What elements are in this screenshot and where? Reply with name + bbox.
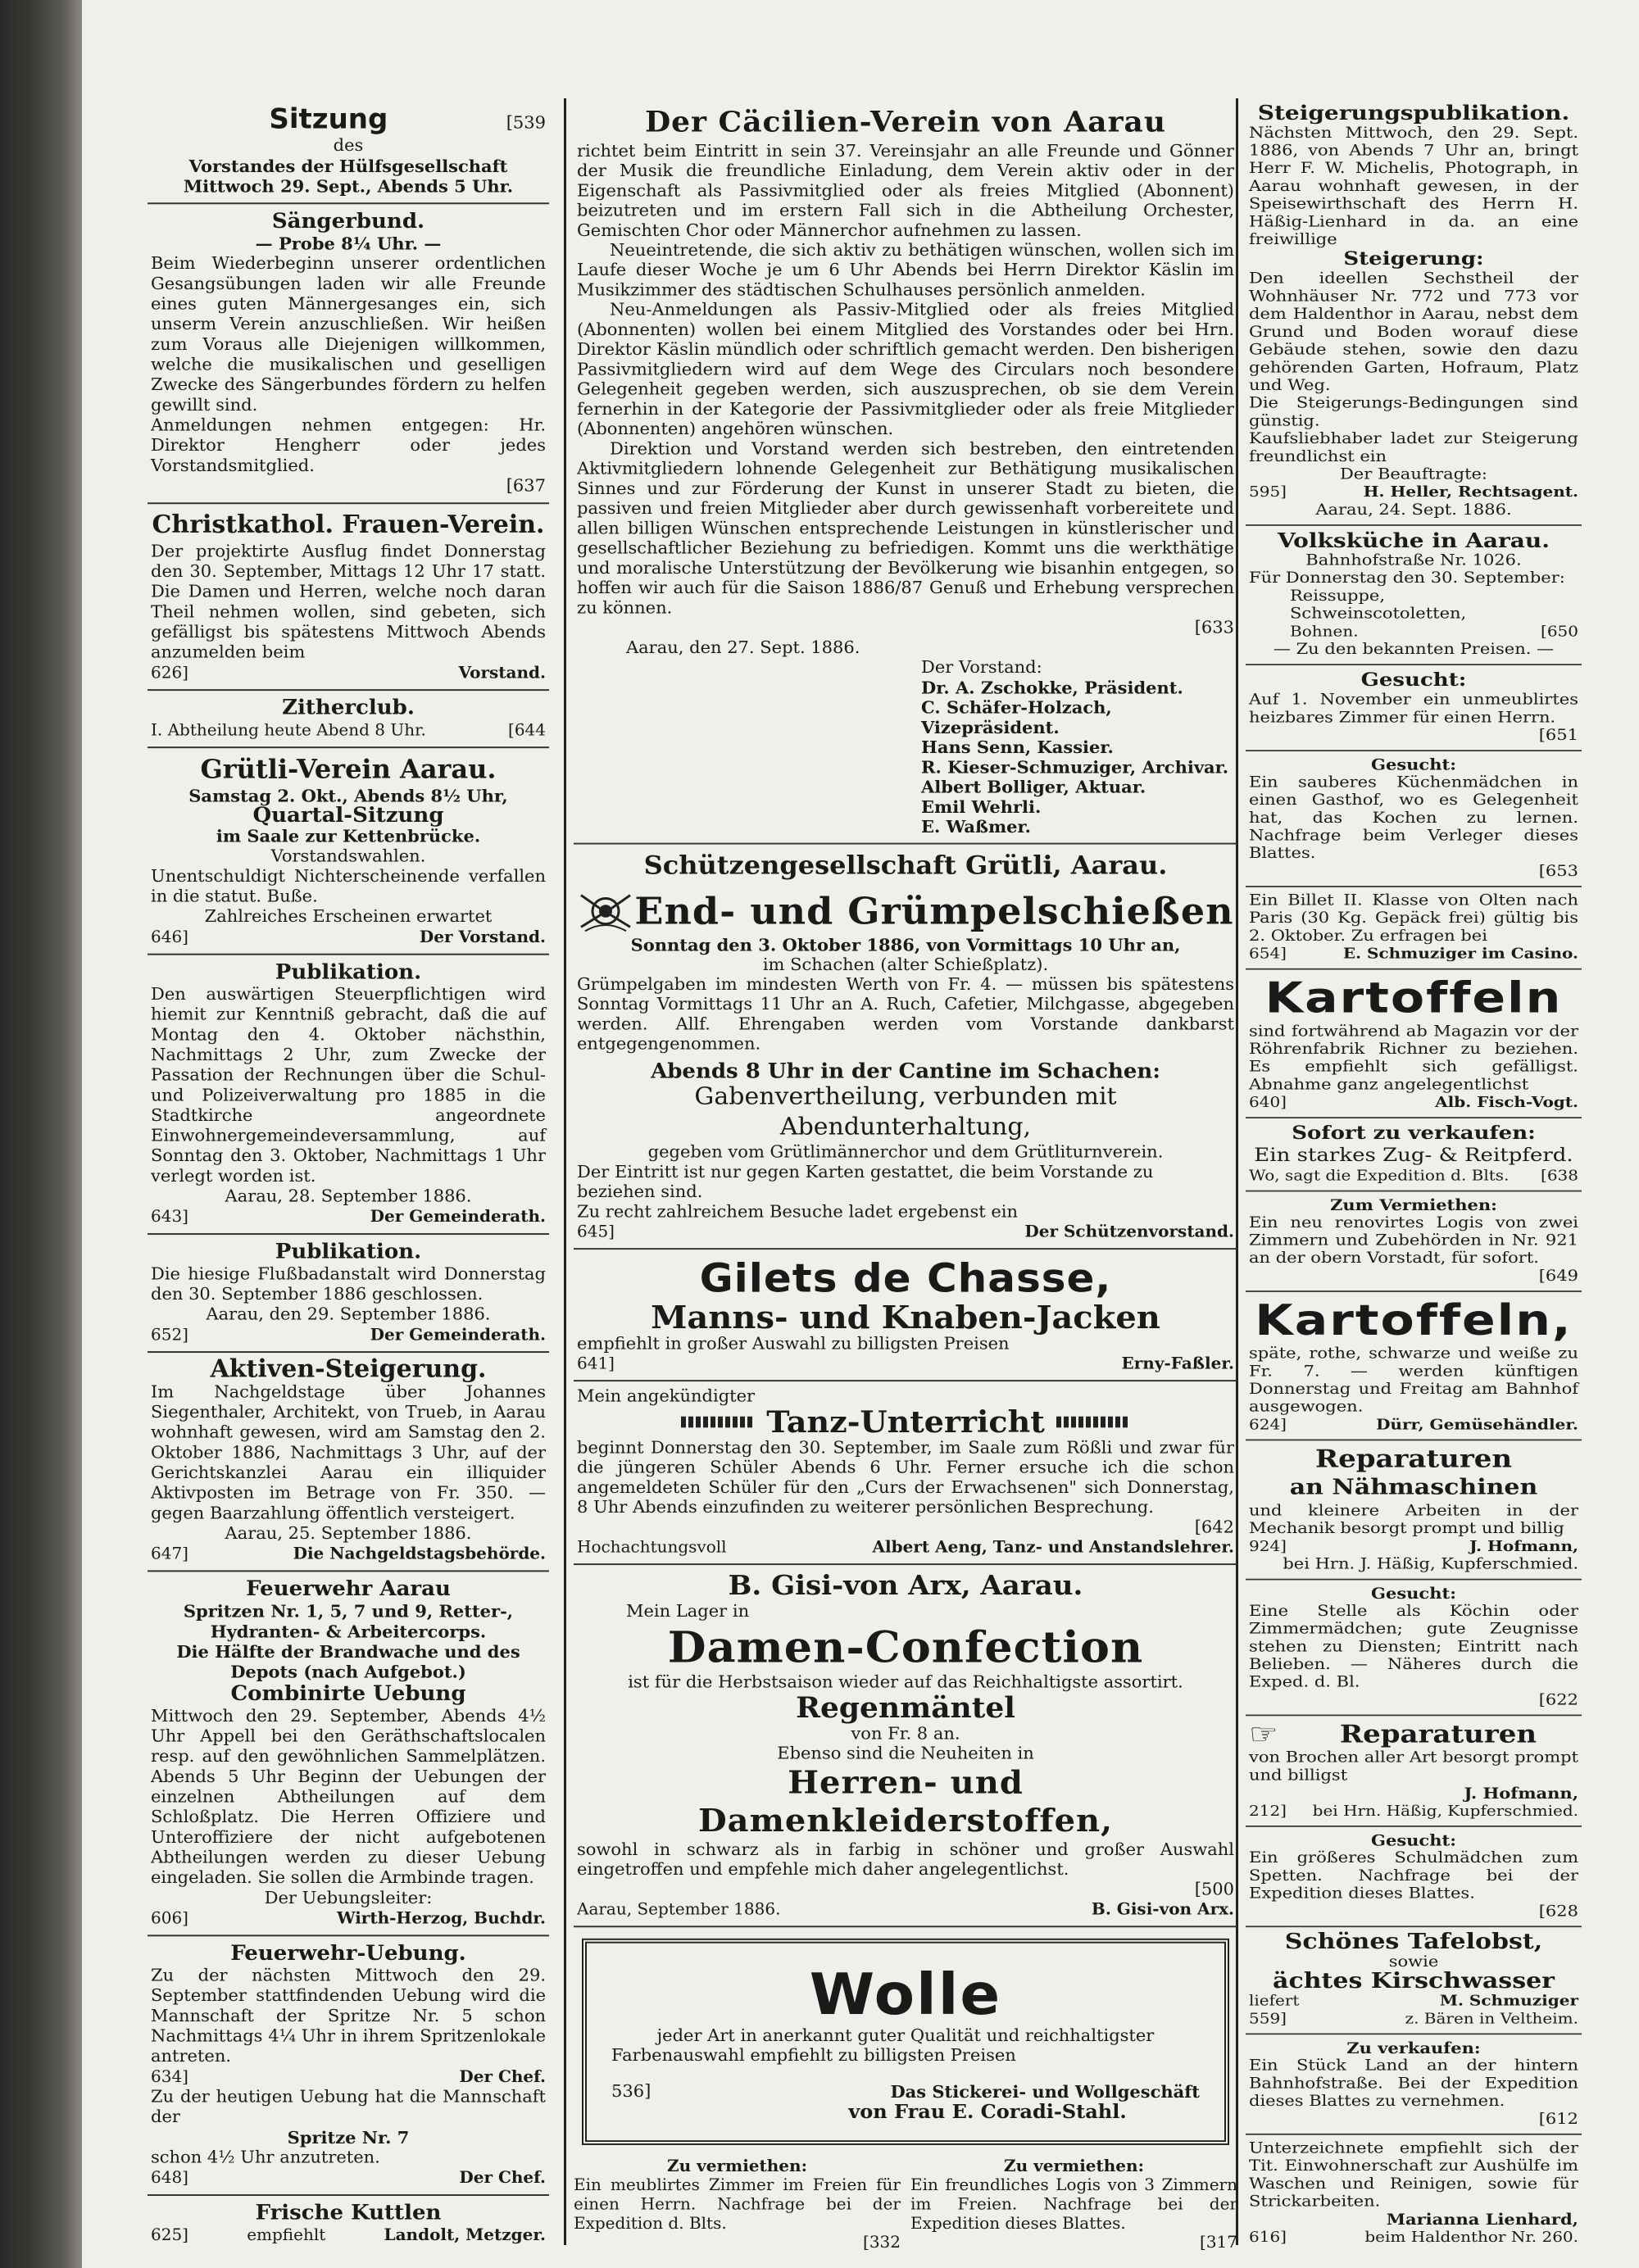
ad-body: Zu der nächsten Mittwoch den 29. September stattfindenden Uebung wird die Mannschaft der Spritze Nr. 5 schon Nachmittags 4¼ Uhr in ihrem Spritzenlokale antreten.: [151, 1965, 546, 2066]
ad-kuttlen: [148, 2196, 549, 2252]
ad-title: Feuerwehr-Uebung.: [230, 1941, 466, 1966]
ad-signature: Erny-Faßler.: [1121, 1354, 1234, 1373]
text-line: Hochachtungsvoll: [577, 1537, 727, 1557]
ad-ref: 924]: [1249, 1537, 1287, 1555]
ad-ref: [332: [863, 2232, 901, 2252]
ad-signature: J. Hofmann,: [1469, 1537, 1578, 1555]
ad-body: sowohl in schwarz als in farbig in schöner und großer Auswahl eingetroffen und empfehle mich daher angelegentlichst.: [577, 1839, 1234, 1880]
ad-ref: 646]: [151, 927, 188, 946]
text-line: Samstag 2. Okt., Abends 8½ Uhr,: [188, 785, 508, 806]
ad-title: Gilets de Chasse,: [699, 1254, 1112, 1302]
ad-vermiethen-1: [574, 2157, 901, 2252]
member-name: Hans Senn, Kassier.: [921, 737, 1114, 757]
ad-title: Gesucht:: [1371, 755, 1456, 773]
ad-wolle: [574, 1939, 1237, 2145]
text-line: — Zu den bekannten Preisen. —: [1273, 640, 1555, 658]
ad-ref: 559]: [1249, 2009, 1287, 2027]
ad-gesucht-2: [1246, 751, 1582, 887]
ad-schuetzengesellschaft: [574, 845, 1237, 1250]
ad-kartoffeln-2: [1246, 1292, 1582, 1440]
text-line: liefert: [1249, 1992, 1300, 2009]
ad-signature: E. Schmuziger im Casino.: [1342, 945, 1578, 962]
ad-sitzung: [148, 98, 549, 204]
ad-ref: 640]: [1249, 1093, 1287, 1111]
text-line: Für Donnerstag den 30. September:: [1249, 569, 1565, 587]
text-line: bei Hrn. Häßig, Kupferschmied.: [1312, 1802, 1578, 1820]
ad-title: Steigerungspublikation.: [1257, 101, 1570, 125]
text-line: Bahnhofstraße Nr. 1026.: [1305, 551, 1522, 569]
text-line: Gabenvertheilung, verbunden mit Abendunterhaltung,: [694, 1082, 1117, 1141]
ad-ref: [628: [1538, 1902, 1578, 1920]
text-line: Spritzen Nr. 1, 5, 7 und 9, Retter-, Hydranten- & Arbeitercorps.: [183, 1600, 514, 1642]
text-line: von Fr. 8 an.: [851, 1724, 960, 1744]
ad-feuerwehr-uebung: [148, 1936, 549, 2196]
ad-tanz-unterricht: [574, 1381, 1237, 1565]
ad-ref: [638: [1541, 1167, 1578, 1184]
decor-bar: [681, 1417, 755, 1428]
text-line: Die Hälfte der Brandwache und des Depots (nach Aufgebot.): [176, 1641, 520, 1682]
text-line: beim Haldenthor Nr. 260.: [1364, 2228, 1578, 2246]
text-line: Mein Lager in: [626, 1601, 750, 1621]
column-middle: [574, 98, 1237, 2252]
ad-title: B. Gisi-von Arx, Aarau.: [728, 1569, 1083, 1602]
ad-body: Eine Stelle als Köchin oder Zimmermädchen; gute Zeugnisse stehen zu Diensten; Eintritt nach Belieben. — Näheres durch die Exped. d. Bl.: [1249, 1602, 1578, 1691]
text-line: Spritze Nr. 7: [287, 2127, 410, 2148]
text-line: Das Stickerei- und Wollgeschäft: [890, 2081, 1200, 2102]
ad-subtitle: an Nähmaschinen: [1289, 1474, 1538, 1500]
text-line: ist für die Herbstsaison wieder auf das Reichhaltigste assortirt.: [628, 1672, 1183, 1692]
ad-body: Ein größeres Schulmädchen zum Spetten. Nachfrage bei der Expedition dieses Blattes.: [1249, 1848, 1578, 1902]
column-right: [1246, 98, 1582, 2252]
text-line: sowie: [1388, 1953, 1439, 1971]
ad-title: Gesucht:: [1371, 1830, 1456, 1849]
ad-ref: 616]: [1249, 2228, 1287, 2246]
ad-title: Zu vermiethen:: [667, 2156, 807, 2175]
ad-signature: B. Gisi-von Arx.: [1091, 1899, 1234, 1919]
ad-body: Den auswärtigen Steuerpflichtigen wird hiemit zur Kenntniß gebracht, daß die auf Montag den 4. Oktober nächsthin, Nachmittags 2 Uhr, zum Zwecke der Passation der Rechnungen über die Schul- und Polizeiverwaltung pro 1885 in die Stadtkirche angeordnete Einwohnergemeindeversammlung, auf Sonntag den 3. Oktober, Nachmittags 1 Uhr verlegt worden ist.: [151, 984, 546, 1186]
ad-body: Nächsten Mittwoch, den 29. Sept. 1886, von Abends 7 Uhr an, bringt Herr F. W. Michelis, Photograph, in Aarau wohnhaft gewesen, in der Speisewirthschaft des Herrn H. Häßig-Lienhard in da. an eine freiwillige: [1249, 124, 1578, 248]
target-trophy-icon: [577, 887, 634, 935]
ad-body: Mittwoch den 29. September, Abends 4½ Uhr Appell bei den Geräthschaftslocalen resp. auf den gewöhnlichen Sammelplätzen. Abends 5 Uhr Beginn der Uebungen der einzelnen Abtheilungen auf dem Schloßplatz. Die Herren Offiziere und Unteroffiziere der nicht aufgebotenen Abtheilungen werden zu dieser Uebung eingeladen. Sie sollen die Armbinde tragen.: [151, 1706, 546, 1888]
member-name: C. Schäfer-Holzach, Vizepräsident.: [921, 697, 1112, 737]
ad-title: Gesucht:: [1360, 669, 1467, 692]
ad-subtitle: ächtes Kirschwasser: [1273, 1968, 1555, 1994]
text-line: Sonntag den 3. Oktober 1886, von Vormittags 10 Uhr an,: [630, 935, 1181, 955]
ad-body: sind fortwährend ab Magazin vor der Röhrenfabrik Richner zu beziehen. Es empfiehlt sich gefälligst. Abnahme ganz angelegentlichst: [1249, 1022, 1578, 1093]
text-line: Abends 8 Uhr in der Cantine im Schachen:: [651, 1059, 1160, 1084]
ad-body: Neueintretende, die sich aktiv zu bethätigen wünschen, wollen sich im Laufe dieser Woche je um 6 Uhr Abends bei Herrn Direktor Käslin im Musikzimmer des städtischen Schulhauses persönlich anmelden.: [577, 240, 1234, 300]
ad-reparaturen-naehmaschinen: [1246, 1440, 1582, 1580]
ad-subtitle: Damen-Confection: [667, 1621, 1144, 1672]
ad-body: Der projektirte Ausflug findet Donnerstag den 30. September, Mittags 12 Uhr 17 statt. Die Damen und Herren, welche noch daran Theil nehmen wollen, sind gebeten, sich gefälligst bis spätestens Mittwoch Abends anzumelden beim: [151, 541, 546, 662]
ad-lienhard: [1246, 2135, 1582, 2252]
ad-title: Christkathol. Frauen-Verein.: [152, 510, 545, 539]
ad-subtitle: Regenmäntel: [796, 1691, 1015, 1725]
ad-ref: [317: [1200, 2232, 1237, 2252]
ad-signature: Der Vorstand.: [419, 927, 546, 946]
text-line: Farbenauswahl empfiehlt zu billigsten Preisen: [611, 2045, 1016, 2066]
ad-title: Reparaturen: [1314, 1445, 1513, 1474]
ad-body: Beim Wiederbeginn unserer ordentlichen Gesangsübungen laden wir alle Freunde eines guten Männergesanges ein, sich unserm Verein anzuschließen. Wir heißen zum Voraus alle Diejenigen willkommen, welche die musikalischen und geselligen Zwecke des Sängerbundes fördern zu helfen gewillt sind.: [151, 253, 546, 415]
ad-signature: Der Chef.: [459, 2066, 546, 2086]
ad-body: Unterzeichnete empfiehlt sich der Tit. Einwohnerschaft zur Aushülfe im Waschen und Reinigen, sowie für Strickarbeiten.: [1249, 2139, 1578, 2210]
ad-ref: 645]: [577, 1222, 615, 1241]
ad-tafelobst: [1246, 1927, 1582, 2034]
text-line: jeder Art in anerkannt guter Qualität und reichhaltigster: [656, 2025, 1155, 2045]
ad-body: Unentschuldigt Nichterscheinende verfallen in die statut. Buße.: [151, 866, 546, 906]
ad-title: Sofort zu verkaufen:: [1292, 1123, 1536, 1145]
text-line: Vorstandes der Hülfsgesellschaft: [188, 156, 508, 176]
ad-signature: J. Hofmann,: [1464, 1784, 1578, 1803]
text-line: Der Vorstand:: [921, 657, 1042, 677]
decor-bar: [1056, 1417, 1130, 1428]
ad-signature: Der Gemeinderath.: [370, 1324, 546, 1345]
ad-title: Grütli-Verein Aarau.: [200, 754, 497, 785]
ad-signature: H. Heller, Rechtsagent.: [1363, 483, 1578, 501]
ad-signature: Wirth-Herzog, Buchdr.: [337, 1907, 546, 1928]
ad-body: Ein Stück Land an der hintern Bahnhofstraße. Bei der Expedition dieses Blattes zu vernehmen.: [1249, 2057, 1578, 2110]
ad-caecilien-verein: [574, 98, 1237, 845]
ad-signature: M. Schmuziger: [1439, 1992, 1578, 2009]
ad-date: Aarau, September 1886.: [577, 1899, 781, 1919]
ad-signature: Landolt, Metzger.: [384, 2225, 546, 2245]
ad-title: Zum Vermiethen:: [1330, 1195, 1497, 1214]
ad-ref: 595]: [1249, 483, 1287, 501]
ad-subtitle: Steigerung:: [1343, 248, 1484, 270]
ad-title: Kartoffeln: [1264, 973, 1563, 1023]
ad-signature: Marianna Lienhard,: [1386, 2210, 1578, 2229]
ad-title: Schützengesellschaft Grütli, Aarau.: [643, 850, 1168, 881]
ad-ref: [500: [1194, 1880, 1234, 1899]
ad-date: Aarau, 25. September 1886.: [225, 1523, 472, 1543]
ad-title: Frische Kuttlen: [255, 2200, 442, 2225]
ad-gesucht-3: [1246, 1580, 1582, 1716]
text-line: im Saale zur Kettenbrücke.: [216, 825, 481, 846]
ad-ref: 626]: [151, 662, 188, 683]
ad-body: Zu der heutigen Uebung hat die Mannschaft der: [151, 2086, 546, 2127]
ad-title: Schönes Tafelobst,: [1284, 1929, 1543, 1955]
text-line: Quartal-Sitzung: [252, 803, 444, 828]
ad-gilets: [574, 1250, 1237, 1381]
text-line: Der Uebungsleiter:: [264, 1888, 433, 1907]
text-line: Mittwoch 29. Sept., Abends 5 Uhr.: [183, 175, 514, 197]
ad-gisi-von-arx: [574, 1565, 1237, 1927]
ad-ref: 634]: [151, 2066, 188, 2086]
text-line: gegeben vom Grütlimännerchor und dem Grütliturnverein.: [647, 1142, 1164, 1162]
ad-title: Sitzung: [269, 102, 388, 136]
ad-ref: [651: [1538, 726, 1578, 744]
ad-ref: 643]: [151, 1206, 188, 1227]
text-line: Zahlreiches Erscheinen erwartet: [204, 906, 493, 927]
ad-ref: [612: [1538, 2110, 1578, 2128]
ad-body: Den ideellen Sechstheil der Wohnhäuser Nr. 772 und 773 vor dem Haldenthor in Aarau, nebst dem Grund und Boden worauf diese Gebäude stehen, sowie den dazu gehörenden Garten, Hofraum, Platz und Weg.: [1249, 270, 1578, 394]
ad-title: Sängerbund.: [271, 209, 425, 234]
ad-frauen-verein: [148, 504, 549, 691]
ad-body: und kleinere Arbeiten in der Mechanik besorgt prompt und billig: [1249, 1501, 1578, 1537]
ad-gesucht-4: [1246, 1827, 1582, 1927]
ad-body: Grümpelgaben im mindesten Werth von Fr. 4. — müssen bis spätestens Sonntag Vormittags 11 Uhr an A. Ruch, Cafetier, Milchgasse, abgegeben werden. Allf. Ehrengaben werden vom Vorstande dankbarst entgegengenommen.: [577, 974, 1234, 1054]
ad-body: Ein neu renovirtes Logis von zwei Zimmern und Zubehörden in Nr. 921 an der obern Vorstadt, für sofort.: [1249, 1213, 1578, 1267]
text-line: empfiehlt in großer Auswahl zu billigsten Preisen: [577, 1333, 1010, 1354]
ad-date: Aarau, 24. Sept. 1886.: [1315, 501, 1512, 519]
ad-body: Die Steigerungs-Bedingungen sind günstig.: [1249, 394, 1578, 429]
ad-ref: 536]: [611, 2081, 652, 2101]
ad-vermiethen-2: [910, 2157, 1237, 2252]
ad-body: späte, rothe, schwarze und weiße zu Fr. 7. — werden künftigen Donnerstag und Freitag am Bahnhof ausgewogen.: [1249, 1345, 1578, 1416]
ad-kartoffeln-1: [1246, 970, 1582, 1118]
ad-signature: Der Gemeinderath.: [370, 1206, 546, 1227]
ad-body: Kaufsliebhaber ladet zur Steigerung freundlichst ein: [1249, 429, 1578, 465]
ad-publikation-1: [148, 955, 549, 1235]
ad-body: Die hiesige Flußbadanstalt wird Donnerstag den 30. September 1886 geschlossen.: [151, 1263, 546, 1304]
ad-ref: [642: [1194, 1517, 1234, 1537]
ad-vermiethen-pair: [574, 2157, 1237, 2252]
ad-body: Ein sauberes Küchenmädchen in einen Gasthof, wo es Gelegenheit hat, das Kochen zu lernen. Nachfrage beim Verleger dieses Blattes.: [1249, 773, 1578, 862]
ad-subtitle: Combinirte Uebung: [230, 1681, 466, 1707]
ad-sofort-verkaufen: [1246, 1118, 1582, 1191]
ad-ref: [653: [1538, 862, 1578, 880]
ad-title: Aktiven-Steigerung.: [210, 1355, 487, 1384]
ad-subtitle: Manns- und Knaben-Jacken: [651, 1299, 1160, 1336]
ad-signature: Albert Aeng, Tanz- und Anstandslehrer.: [872, 1537, 1234, 1557]
ad-body: Ein meublirtes Zimmer im Freien für einen Herrn. Nachfrage bei der Expedition d. Blts.: [574, 2175, 901, 2233]
ad-ref: [644: [508, 719, 546, 740]
member-name: R. Kieser-Schmuziger, Archivar.: [921, 756, 1229, 778]
ad-ref: [650: [1541, 622, 1578, 640]
ad-title: Zu verkaufen:: [1346, 2039, 1481, 2057]
ad-ref: 641]: [577, 1354, 615, 1373]
ad-aktiven-steigerung: [148, 1353, 549, 1572]
member-name: Albert Bolliger, Aktuar.: [921, 777, 1146, 797]
column-rule: [564, 98, 566, 2245]
ad-title: Reparaturen: [1339, 1720, 1537, 1749]
ad-gruetli-verein: [148, 748, 549, 955]
ad-signature: Die Nachgeldstagsbehörde.: [293, 1543, 546, 1563]
text-line: z. Bären in Veltheim.: [1405, 2009, 1578, 2027]
ad-title: Volksküche in Aarau.: [1278, 528, 1550, 552]
ad-body: Ein freundliches Logis von 3 Zimmern im Freien. Nachfrage bei der Expedition dieses Blattes.: [910, 2175, 1237, 2233]
ad-date: Aarau, den 27. Sept. 1886.: [626, 637, 860, 657]
ad-title: Zu vermiethen:: [1004, 2156, 1144, 2175]
ad-body: von Brochen aller Art besorgt prompt und billigst: [1249, 1749, 1578, 1784]
ad-body: beginnt Donnerstag den 30. September, im Saale zum Rößli und zwar für die jüngeren Schüler Abends 6 Uhr. Ferner ersuche ich die schon angemeldeten Schüler für den „Curs der Erwachsenen" sich Donnerstag, 8 Uhr Abends einzufinden zu weiterer persönlichen Besprechung.: [577, 1437, 1234, 1517]
ad-subtitle: Herren- und Damenkleiderstoffen,: [697, 1763, 1114, 1839]
ad-zitherclub: [148, 691, 549, 748]
ad-title: Zitherclub.: [282, 696, 415, 720]
text-line: Mein angekündigter: [577, 1386, 756, 1406]
text-line: Wo, sagt die Expedition d. Blts.: [1249, 1167, 1510, 1184]
ad-billet: [1246, 887, 1582, 970]
ad-signature: Der Chef.: [459, 2167, 546, 2188]
ad-signature: Vorstand.: [458, 662, 546, 683]
ad-reparaturen-brochen: [1246, 1716, 1582, 1826]
ad-signature: Alb. Fisch-Vogt.: [1435, 1093, 1578, 1111]
ad-ref: [633: [1194, 618, 1234, 637]
ad-date: Aarau, den 29. September 1886.: [206, 1304, 491, 1324]
ad-ref: 647]: [151, 1543, 188, 1563]
text-line: empfiehlt: [247, 2225, 326, 2245]
ad-steigerungspublikation: [1246, 98, 1582, 526]
ad-gesucht-1: [1246, 665, 1582, 751]
text-line: bei Hrn. J. Häßig, Kupferschmied.: [1283, 1555, 1578, 1572]
member-name: E. Waßmer.: [921, 816, 1031, 837]
text-line: Zu recht zahlreichem Besuche ladet ergebenst ein: [577, 1201, 1019, 1222]
ad-saengerbund: [148, 204, 549, 504]
ad-ref: 212]: [1249, 1802, 1287, 1820]
ad-ref: [637: [506, 475, 546, 496]
text-line: Ebenso sind die Neuheiten in: [777, 1744, 1034, 1763]
member-name: Emil Wehrli.: [921, 796, 1042, 817]
ad-ref: 625]: [151, 2225, 188, 2245]
ad-ref: 652]: [151, 1324, 188, 1345]
book-binding: [0, 0, 82, 2268]
ad-title: Tanz-Unterricht: [766, 1404, 1045, 1440]
text-line: des: [333, 135, 364, 156]
ad-ref: [649: [1538, 1267, 1578, 1285]
text-line: — Probe 8¼ Uhr. —: [255, 233, 442, 254]
ad-title: Der Cäcilien-Verein von Aarau: [644, 105, 1167, 139]
ad-volkskueche: [1246, 526, 1582, 665]
text-line: schon 4½ Uhr anzutreten.: [151, 2147, 380, 2167]
text-line: Ein starkes Zug- & Reitpferd.: [1254, 1145, 1573, 1167]
ad-signature: Dürr, Gemüsehändler.: [1376, 1415, 1578, 1433]
ad-body: Auf 1. November ein unmeublirtes heizbares Zimmer für einen Herrn.: [1249, 691, 1578, 726]
ad-title: Gesucht:: [1371, 1584, 1456, 1603]
menu-item: Schweinscotoletten,: [1290, 605, 1467, 622]
ad-title: Publikation.: [275, 1239, 422, 1264]
ad-ref: 648]: [151, 2167, 188, 2188]
ad-publikation-2: [148, 1235, 549, 1353]
ad-ref: [539: [506, 112, 546, 133]
pointing-hand-icon: ☞: [1249, 1717, 1278, 1751]
text-line: Vorstandswahlen.: [270, 846, 426, 866]
column-left: [148, 98, 549, 2252]
menu-item: Bohnen.: [1290, 622, 1359, 640]
ad-body: Anmeldungen nehmen entgegen: Hr. Direktor Hengherr oder jedes Vorstandsmitglied.: [151, 415, 546, 475]
ad-title: Publikation.: [275, 959, 422, 985]
ad-date: Aarau, 28. September 1886.: [225, 1186, 472, 1206]
ad-ref: 606]: [151, 1907, 188, 1928]
ad-subtitle: End- und Grümpelschießen: [634, 889, 1234, 933]
ad-zum-vermiethen: [1246, 1191, 1582, 1291]
ad-signature: Der Schützenvorstand.: [1024, 1222, 1234, 1241]
ad-feuerwehr: [148, 1572, 549, 1936]
ad-body: Neu-Anmeldungen als Passiv-Mitglied oder als freies Mitglied (Abonnenten) wollen bei einem Mitglied des Vorstandes oder bei Hrn. Direktor Käslin mündlich oder schriftlich gemacht werden. Den bisherigen Passivmitgliedern wird auf dem Wege des Circulars noch besondere Gelegenheit gegeben werden, sich auszusprechen, ob sie dem Verein fernerhin in der Kategorie der Passivmitglieder oder als freie Mitglieder (Abonnenten) angehören wünschen.: [577, 300, 1234, 439]
text-line: Der Eintritt ist nur gegen Karten gestattet, die beim Vorstande zu beziehen sind.: [577, 1162, 1154, 1201]
ad-body: richtet beim Eintritt in sein 37. Vereinsjahr an alle Freunde und Gönner der Musik die freundliche Einladung, dem Verein aktiv oder in der Eigenschaft als Passivmitglied oder als freies Mitglied (Abonnent) beizutreten und im erstern Fall sich in die Abtheilung Orchester, Gemischten Chor oder Männerchor aufnehmen zu lassen.: [577, 141, 1234, 240]
menu-item: Reissuppe,: [1290, 587, 1386, 605]
ad-title: Wolle: [809, 1960, 1002, 2028]
ad-ref: 624]: [1249, 1415, 1287, 1433]
ad-title: Kartoffeln,: [1255, 1295, 1573, 1345]
member-name: Dr. A. Zschokke, Präsident.: [921, 677, 1183, 698]
ad-title: Feuerwehr Aarau: [246, 1576, 451, 1601]
ad-ref: [622: [1538, 1690, 1578, 1708]
ad-zu-verkaufen: [1246, 2034, 1582, 2134]
ad-signature: von Frau E. Coradi-Stahl.: [848, 2099, 1127, 2123]
text-line: im Schachen (alter Schießplatz).: [762, 955, 1049, 974]
text-line: I. Abtheilung heute Abend 8 Uhr.: [151, 719, 426, 740]
text-line: Der Beauftragte:: [1339, 465, 1488, 483]
ad-body: Im Nachgeldstage über Johannes Siegenthaler, Architekt, von Trueb, in Aarau wohnhaft gewesen, wird am Samstag den 2. Oktober 1886, Nachmittags 3 Uhr, auf der Gerichtskanzlei Aarau ein illiquider Aktivposten im Betrage von Fr. 350. — gegen Baarzahlung öffentlich versteigert.: [151, 1381, 546, 1523]
ad-ref: 654]: [1249, 945, 1287, 962]
ad-body: Ein Billet II. Klasse von Olten nach Paris (30 Kg. Gepäck frei) gültig bis 2. Oktober. Zu erfragen bei: [1249, 891, 1578, 945]
ad-body: Direktion und Vorstand werden sich bestreben, den eintretenden Aktivmitgliedern lohnende Gelegenheit zur Bethätigung musikalischen Sinnes und zur Förderung der Kunst in unserer Stadt zu bieten, die passiven und freien Mitglieder aber durch gewissenhaft vorbereitete und allen billigen Wünschen entsprechende Leistungen in künstlerischer und gesellschaftlicher Beziehung zu befriedigen. Kommt uns die werkthätige und moralische Unterstützung der Bevölkerung wie bisanhin entgegen, so hoffen wir auch für die Saison 1886/87 Genuß und Erhebung versprechen zu können.: [577, 439, 1234, 618]
